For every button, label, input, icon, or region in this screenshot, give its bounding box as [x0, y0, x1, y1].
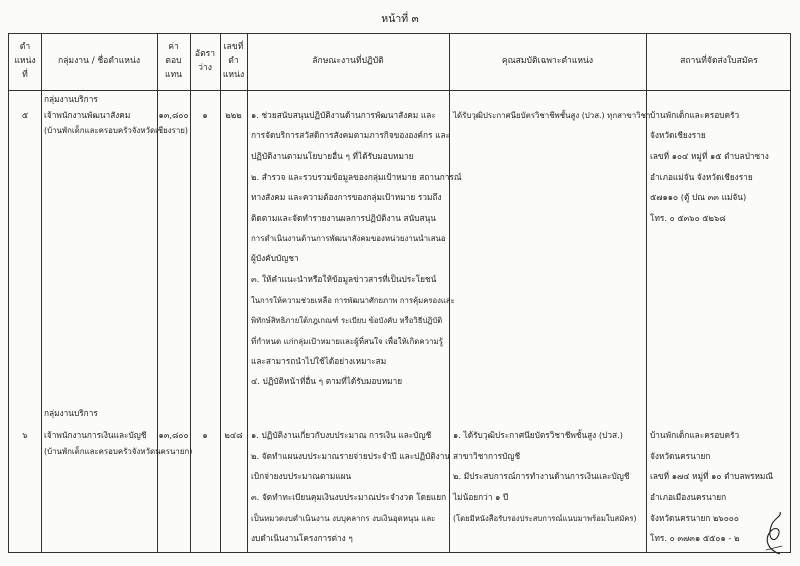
apply-line: อำเภอเมืองนครนายก	[650, 492, 727, 502]
duty-line: งบดำเนินงานโครงการต่าง ๆ	[251, 533, 353, 543]
position-code: ๒๒๒	[225, 110, 242, 120]
position-unit: (บ้านพักเด็กและครอบครัวจังหวัดเชียงราย)	[44, 126, 188, 135]
duty-line: ที่กำหนด แก่กลุ่มเป้าหมายและผู้ที่สนใจ เพื่อให้เกิดความรู้	[251, 337, 443, 346]
column-divider	[247, 34, 248, 552]
duty-line: ทางสังคม และความต้องการของกลุ่มเป้าหมาย รวมถึง	[251, 192, 442, 202]
duty-line: ปฏิบัติงานตามนโยบายอื่น ๆ ที่ได้รับมอบหมาย	[251, 151, 414, 161]
header-salary: ค่า ตอบ แทน	[164, 42, 183, 80]
recruitment-table	[8, 33, 791, 553]
salary-value: ๑๓,๘๐๐	[158, 430, 189, 440]
duty-line: การดำเนินงานด้านการพัฒนาสังคมของหน่วยงานนำเสนอ	[251, 234, 446, 243]
header-position-code: เลขที่ ตำ แหน่ง	[222, 42, 245, 80]
apply-line: เลขที่ ๑๗๔ หมู่ที่ ๑๐ ตำบลพรหมณี	[650, 471, 774, 481]
position-title: เจ้าพนักงานการเงินและบัญชี	[44, 430, 147, 440]
apply-line: อำเภอแม่จัน จังหวัดเชียงราย	[650, 172, 753, 182]
group-label: กลุ่มงานบริการ	[44, 94, 98, 104]
duty-line: เป็นหมวดงบดำเนินงาน งบบุคลากร งบเงินอุดหนุน และ	[251, 514, 436, 523]
apply-line: ๕๗๑๑๐ (ตู้ ปณ ๓๓ แม่จัน)	[650, 192, 747, 202]
apply-line: จังหวัดนครนายก ๒๖๐๐๐	[650, 513, 739, 523]
group-label: กลุ่มงานบริการ	[44, 408, 98, 418]
header-position-no: ตำ แหน่ง ที่	[14, 42, 36, 80]
handwritten-signature	[760, 510, 786, 556]
duty-line: ๑. ช่วยสนับสนุนปฏิบัติงานด้านการพัฒนาสังคม และ	[251, 110, 436, 120]
apply-line: จังหวัดเชียงราย	[650, 130, 706, 140]
duty-line: ๑. ปฏิบัติงานเกี่ยวกับงบประมาณ การเงิน และบัญชี	[251, 430, 432, 440]
duty-line: เบิกจ่ายงบประมาณตามแผน	[251, 471, 352, 481]
position-title: เจ้าพนักงานพัฒนาสังคม	[44, 110, 131, 120]
qualification-line: ได้รับวุฒิประกาศนียบัตรวิชาชีพชั้นสูง (ปวส.) ทุกสาขาวิชา	[453, 111, 651, 120]
duty-line: ในการให้ความช่วยเหลือ การพัฒนาศักยภาพ การคุ้มครองและ	[251, 296, 455, 305]
duty-line: ๔. ปฏิบัติหน้าที่อื่น ๆ ตามที่ได้รับมอบหมาย	[251, 376, 403, 386]
apply-line: บ้านพักเด็กและครอบครัว	[650, 110, 740, 120]
apply-line: บ้านพักเด็กและครอบครัว	[650, 430, 740, 440]
duty-line: การจัดบริการสวัสดิการสังคมตามภารกิจขององค์กร และ	[251, 130, 450, 140]
position-code: ๒๔๘	[224, 430, 243, 440]
apply-line: เลขที่ ๑๐๔ หมู่ที่ ๑๕ ตำบลป่าซาง	[650, 151, 769, 161]
vacancy-value: ๑	[202, 110, 208, 120]
duty-line: ๒. จัดทำแผนงบประมาณรายจ่ายประจำปี และปฏิบัติงาน	[251, 451, 451, 461]
header-group-title: กลุ่มงาน / ชื่อตำแหน่ง	[57, 56, 141, 66]
position-number: ๕	[21, 110, 29, 120]
page-number: หน้าที่ ๓	[381, 13, 419, 25]
duty-line: พิทักษ์สิทธิภายใต้กฎเกณฑ์ ระเบียบ ข้อบังคับ หรือวิธีปฏิบัติ	[251, 316, 443, 325]
duty-line: ๓. ให้คำแนะนำหรือให้ข้อมูลข่าวสารที่เป็นประโยชน์	[251, 274, 437, 284]
header-duties: ลักษณะงานที่ปฏิบัติ	[312, 56, 384, 66]
vacancy-value: ๑	[202, 430, 208, 440]
duty-line: และสามารถนำไปใช้ได้อย่างเหมาะสม	[251, 356, 387, 366]
qualification-line: ๑. ได้รับวุฒิประกาศนียบัตรวิชาชีพชั้นสูง (ปวส.)	[453, 430, 623, 440]
header-apply-location: สถานที่จัดส่งใบสมัคร	[680, 56, 758, 66]
position-unit: (บ้านพักเด็กและครอบครัวจังหวัดนครนายก)	[44, 447, 193, 456]
qualification-line: ๒. มีประสบการณ์การทำงานด้านการเงินและบัญชี	[453, 471, 630, 481]
header-vacancy: อัตรา ว่าง	[194, 49, 216, 73]
header-qualifications: คุณสมบัติเฉพาะตำแหน่ง	[501, 56, 594, 66]
qualification-line: (โดยมีหนังสือรับรองประสบการณ์แนบมาพร้อมใบสมัคร)	[453, 514, 637, 523]
salary-value: ๑๓,๘๐๐	[158, 110, 189, 120]
column-divider	[41, 34, 42, 552]
qualification-line: สาขาวิชาการบัญชี	[453, 451, 521, 461]
duty-line: ผู้บังคับบัญชา	[251, 253, 299, 263]
duty-line: ๒. สำรวจ และรวบรวมข้อมูลของกลุ่มเป้าหมาย สถานการณ์	[251, 172, 462, 182]
position-number: ๖	[22, 430, 28, 440]
duty-line: ติดตามและจัดทำรายงานผลการปฏิบัติงาน สนับสนุน	[251, 213, 436, 223]
duty-line: ๓. จัดทำทะเบียนคุมเงินงบประมาณประจำงวด โดยแยก	[251, 492, 447, 502]
header-divider	[9, 90, 790, 91]
apply-line: โทร. ๐ ๓๗๓๑ ๕๕๐๑ - ๒	[650, 533, 740, 543]
apply-line: โทร. ๐ ๕๓๖๐ ๕๒๖๘	[650, 213, 726, 223]
apply-line: จังหวัดนครนายก	[650, 451, 711, 461]
qualification-line: ไม่น้อยกว่า ๑ ปี	[453, 492, 509, 502]
